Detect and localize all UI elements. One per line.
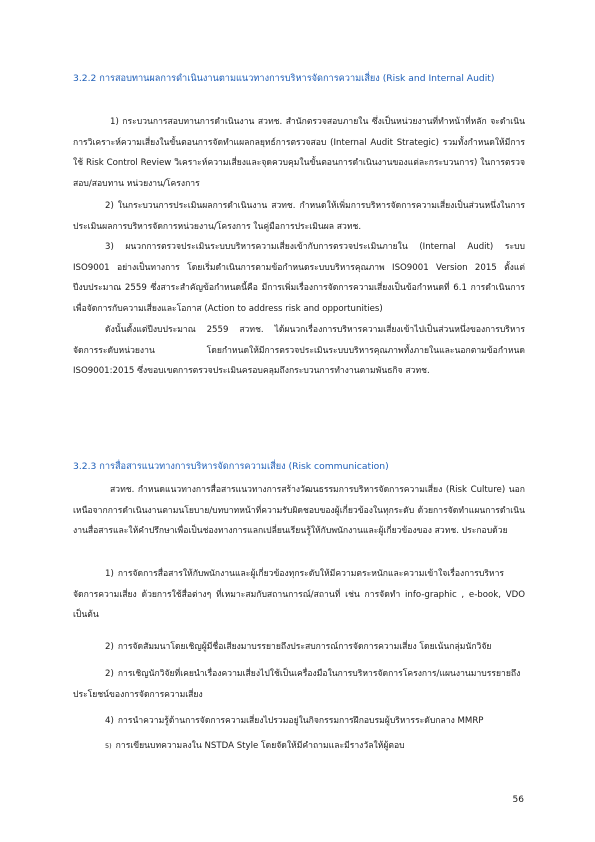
list-item-text: การจัดการสื่อสารให้กับพนักงานและผู้เกี่ยวข้องทุกระดับให้มีความตระหนักและความเข้าใจเรื่องการบริหารจัดการความเสี่ยง ด้วยการใช้สื่อต่างๆ ที่เหมาะสมกับสถานการณ์/สถานที่ เช่น การจัดทำ info-graphic , e-book, VDO เป็นต้น <box>73 569 525 620</box>
list-item <box>73 564 525 626</box>
list-item-number: 2) <box>105 642 114 652</box>
paragraph-performance-evaluation: 2) ในกระบวนการประเมินผลการดำเนินงาน สวทช. กำหนดให้เพิ่มการบริหารจัดการความเสี่ยงเป็นส่วนหนึ่งในการประเมินผลการบริหารจัดการหน่วยงาน/โครงการ ในคู่มือการประเมินผล สวทช. <box>73 201 525 232</box>
list-item-text: การนำความรู้ด้านการจัดการความเสี่ยงไปรวมอยู่ในกิจกรรมการฝึกอบรมผู้บริหารระดับกลาง MMRP <box>117 716 484 726</box>
list-item-text: การเขียนบทความลงใน NSTDA Style โดยจัดให้มีคำถามและมีรางวัลให้ผู้ตอบ <box>115 741 405 751</box>
list-item-number: 2) <box>105 669 114 679</box>
list-item <box>73 711 525 732</box>
paragraph-review-process: 1) กระบวนการสอบทานการดำเนินงาน สวทช. สำนักตรวจสอบภายใน ซึ่งเป็นหน่วยงานที่ทำหน้าที่หลัก จะดำเนินการวิเคราะห์ความเสี่ยงในขั้นตอนการจัดทำแผลกลยุทธ์การตรวจสอบ (Internal Audit Strategic) รวมทั้งกำหนดให้มีการใช้ Risk Control Review วิเคราะห์ความเสี่ยงและจุดควบคุมในขั้นตอนการดำเนินงานของแต่ละกระบวนการ) ในการตรวจสอบ/สอบทาน หน่วยงาน/โครงการ <box>73 117 525 189</box>
list-item <box>73 736 525 757</box>
list-item <box>73 637 525 658</box>
section-heading-3-2-2: 3.2.2 การสอบทานผลการดำเนินงานตามแนวทางการบริหารจัดการความเสี่ยง (Risk and Internal Audit) <box>73 73 495 84</box>
list-item-number: 1) <box>105 569 114 579</box>
paragraph-iso9001-integration: 3) ผนวกการตรวจประเมินระบบบริหารความเสี่ยงเข้ากับการตรวจประเมินภายใน (Internal Audit) ระบบ ISO9001 อย่างเป็นทางการ โดยเริ่มดำเนินการตามข้อกำหนดระบบบริหารคุณภาพ ISO9001 Version 2015 ตั้งแต่ปีงบประมาณ 2559 ซึ่งสาระสำคัญข้อกำหนดนี้คือ มีการเพิ่มเรื่องการจัดการความเสี่ยงเป็นข้อกำหนดที่ 6.1 การดำเนินการเพื่อจัดการกับความเสี่ยงและโอกาส (Action to address risk and opportunities) <box>73 242 525 314</box>
list-item <box>73 664 525 705</box>
paragraph-communication-intro: สวทช. กำหนดแนวทางการสื่อสารแนวทางการสร้างวัฒนธรรมการบริหารจัดการความเสี่ยง (Risk Culture) นอกเหนือจากการดำเนินงานตามนโยบาย/บทบาทหน้าที่ความรับผิดชอบของผู้เกี่ยวข้องในทุกระดับ ด้วยการจัดทำแผนการดำเนินงานสื่อสารและให้คำปรึกษาเพื่อเป็นช่องทางการแลกเปลี่ยนเรียนรู้ให้กับพนักงานและผู้เกี่ยวข้องของ สวทช. ประกอบด้วย <box>73 485 525 536</box>
list-item-text: การจัดสัมมนาโดยเชิญผู้มีชื่อเสียงมาบรรยายถึงประสบการณ์การจัดการความเสี่ยง โดยเน้นกลุ่มนักวิจัย <box>117 642 492 652</box>
list-item-number: 5) <box>105 742 112 750</box>
paragraph-fiscal-2559: ดังนั้นตั้งแต่ปีงบประมาณ 2559 สวทช. ได้ผนวกเรื่องการบริหารความเสี่ยงเข้าไปเป็นส่วนหนึ่งของการบริหารจัดการระดับหน่วยงาน โดยกำหนดให้มีการตรวจประเมินระบบบริหารคุณภาพทั้งภายในและนอกตามข้อกำหนด ISO9001:2015 ซึ่งขอบเขตการตรวจประเมินครอบคลุมถึงกระบวนการทำงานตามพันธกิจ สวทช. <box>73 325 525 376</box>
list-item-text: การเชิญนักวิจัยที่เคยนำเรื่องความเสี่ยงไปใช้เป็นเครื่องมือในการบริหารจัดการโครงการ/แผนงานมาบรรยายถึงประโยชน์ของการจัดการความเสี่ยง <box>73 669 521 700</box>
page-number: 56 <box>512 795 524 805</box>
section-heading-3-2-3: 3.2.3 การสื่อสารแนวทางการบริหารจัดการความเสี่ยง (Risk communication) <box>73 461 389 472</box>
list-item-number: 4) <box>105 716 114 726</box>
